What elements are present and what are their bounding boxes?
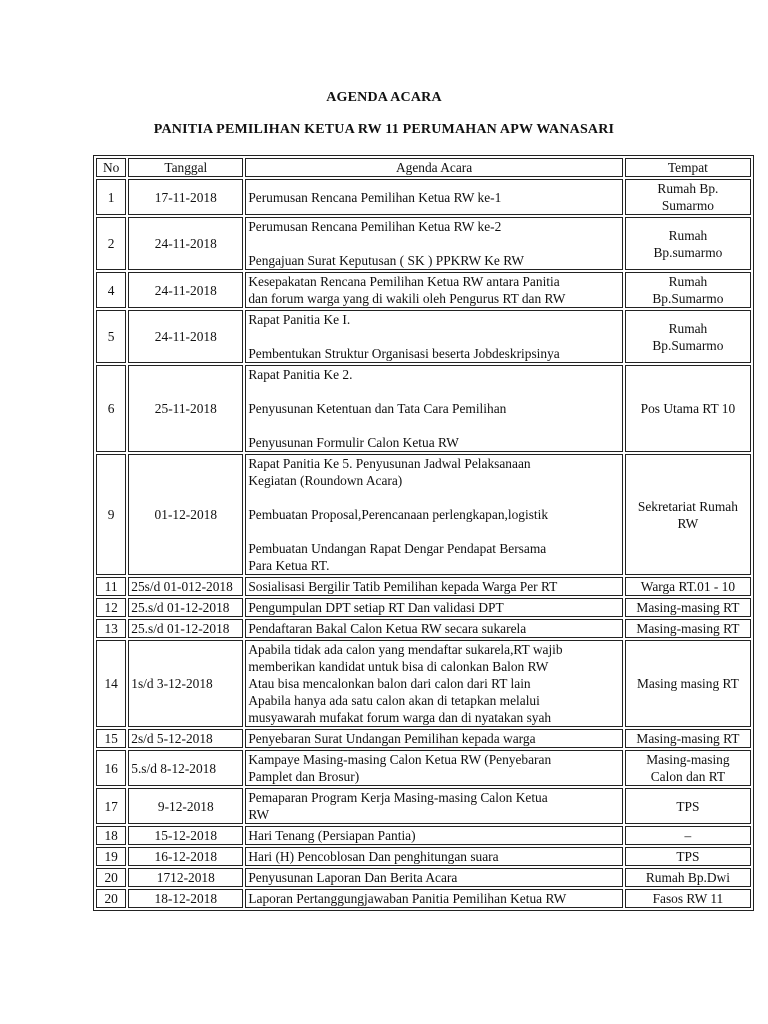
- header-no: No: [96, 158, 126, 177]
- row-place: [625, 272, 751, 308]
- table-row: [96, 365, 751, 452]
- row-agenda: [245, 889, 622, 908]
- table-row: [96, 179, 751, 215]
- table-header-row: [96, 158, 751, 177]
- row-place: [625, 729, 751, 748]
- row-place: [625, 310, 751, 363]
- row-date: 1s/d 3-12-2018: [128, 640, 243, 727]
- row-agenda: [245, 179, 622, 215]
- row-agenda: [245, 619, 622, 638]
- row-date: 15-12-2018: [128, 826, 243, 845]
- row-number: 1: [96, 179, 126, 215]
- table-row: [96, 454, 751, 575]
- row-date: 17-11-2018: [128, 179, 243, 215]
- row-place: [625, 217, 751, 270]
- row-place: [625, 889, 751, 908]
- agenda-line: RW: [248, 807, 270, 822]
- row-agenda: [245, 868, 622, 887]
- table-row: [96, 729, 751, 748]
- row-number: 6: [96, 365, 126, 452]
- agenda-line: Rapat Panitia Ke 5. Penyusunan Jadwal Pelaksanaan: [248, 456, 531, 471]
- row-agenda: [245, 640, 622, 727]
- row-number: 9: [96, 454, 126, 575]
- place-line: Warga RT.01 - 10: [640, 579, 736, 594]
- place-line: RW: [677, 515, 699, 531]
- agenda-line: Apabila hanya ada satu calon akan di tetapkan melalui: [248, 693, 540, 708]
- agenda-line: Kesepakatan Rencana Pemilihan Ketua RW antara Panitia: [248, 274, 560, 289]
- agenda-line: Apabila tidak ada calon yang mendaftar sukarela,RT wajib: [248, 642, 563, 657]
- agenda-line: Penyusunan Ketentuan dan Tata Cara Pemilihan: [248, 401, 507, 416]
- row-agenda: [245, 217, 622, 270]
- agenda-line: Pembuatan Proposal,Perencanaan perlengkapan,logistik: [248, 507, 549, 522]
- row-agenda: [245, 788, 622, 824]
- row-agenda: [245, 847, 622, 866]
- row-date: 24-11-2018: [128, 310, 243, 363]
- row-place: [625, 619, 751, 638]
- table-row: [96, 272, 751, 308]
- place-line: Rumah Bp.Dwi: [645, 870, 730, 885]
- row-place: [625, 365, 751, 452]
- row-agenda: [245, 598, 622, 617]
- agenda-table: [93, 155, 754, 911]
- row-number: 12: [96, 598, 126, 617]
- row-place: [625, 454, 751, 575]
- agenda-line: Para Ketua RT.: [248, 558, 330, 573]
- row-date: 25-11-2018: [128, 365, 243, 452]
- agenda-line: Pemaparan Program Kerja Masing-masing Calon Ketua: [248, 790, 548, 805]
- row-date: 9-12-2018: [128, 788, 243, 824]
- table-row: [96, 889, 751, 908]
- table-row: [96, 750, 751, 786]
- table-row: [96, 577, 751, 596]
- row-number: 18: [96, 826, 126, 845]
- agenda-line: dan forum warga yang di wakili oleh Pengurus RT dan RW: [248, 291, 566, 306]
- table-row: [96, 826, 751, 845]
- row-date: 24-11-2018: [128, 217, 243, 270]
- row-date: 1712-2018: [128, 868, 243, 887]
- row-date: 01-12-2018: [128, 454, 243, 575]
- row-place: [625, 577, 751, 596]
- table-row: [96, 310, 751, 363]
- place-line: Sekretariat Rumah: [637, 498, 738, 514]
- row-number: 20: [96, 889, 126, 908]
- row-number: 4: [96, 272, 126, 308]
- row-place: [625, 868, 751, 887]
- row-agenda: [245, 272, 622, 308]
- row-place: [625, 847, 751, 866]
- row-date: 25s/d 01-012-2018: [128, 577, 243, 596]
- row-agenda: [245, 577, 622, 596]
- table-row: [96, 217, 751, 270]
- row-agenda: [245, 750, 622, 786]
- agenda-line: Atau bisa mencalonkan balon dari calon dari RT lain: [248, 676, 531, 691]
- row-agenda: [245, 310, 622, 363]
- table-row: [96, 598, 751, 617]
- row-place: [625, 826, 751, 845]
- row-number: 5: [96, 310, 126, 363]
- table-row: [96, 788, 751, 824]
- agenda-line: Perumusan Rencana Pemilihan Ketua RW ke-2: [248, 219, 502, 234]
- row-date: 18-12-2018: [128, 889, 243, 908]
- row-number: 19: [96, 847, 126, 866]
- place-line: Bp.sumarmo: [653, 244, 723, 260]
- row-place: [625, 179, 751, 215]
- place-line: Masing masing RT: [636, 676, 739, 691]
- row-date: 16-12-2018: [128, 847, 243, 866]
- row-place: [625, 788, 751, 824]
- agenda-line: Pendaftaran Bakal Calon Ketua RW secara sukarela: [248, 621, 527, 636]
- table-row: [96, 847, 751, 866]
- agenda-line: memberikan kandidat untuk bisa di calonkan Balon RW: [248, 659, 549, 674]
- table-row: [96, 640, 751, 727]
- row-agenda: [245, 729, 622, 748]
- agenda-line: Pembentukan Struktur Organisasi beserta Jobdeskripsinya: [248, 346, 560, 361]
- row-number: 14: [96, 640, 126, 727]
- place-line: Fasos RW 11: [652, 891, 724, 906]
- header-agenda: Agenda Acara: [245, 158, 622, 177]
- table-row: [96, 868, 751, 887]
- header-place: Tempat: [625, 158, 751, 177]
- row-number: 13: [96, 619, 126, 638]
- place-line: Sumarmo: [661, 198, 714, 213]
- agenda-line: Rapat Panitia Ke I.: [248, 312, 351, 327]
- place-line: Bp.Sumarmo: [652, 337, 724, 353]
- header-date: Tanggal: [128, 158, 243, 177]
- agenda-line: Pengumpulan DPT setiap RT Dan validasi DPT: [248, 600, 504, 615]
- place-line: Rumah: [668, 320, 708, 336]
- place-line: Bp.Sumarmo: [652, 291, 724, 306]
- row-date: 5.s/d 8-12-2018: [128, 750, 243, 786]
- place-line: Rumah Bp.: [657, 181, 719, 196]
- agenda-line: Laporan Pertanggungjawaban Panitia Pemilihan Ketua RW: [248, 891, 567, 906]
- agenda-line: Kegiatan (Roundown Acara): [248, 473, 403, 488]
- agenda-line: Pembuatan Undangan Rapat Dengar Pendapat Bersama: [248, 541, 547, 556]
- place-line: –: [684, 828, 692, 843]
- page-subtitle: PANITIA PEMILIHAN KETUA RW 11 PERUMAHAN APW WANASARI: [153, 122, 615, 137]
- place-line: Rumah: [668, 227, 708, 243]
- agenda-line: musyawarah mufakat forum warga dan di nyatakan syah: [248, 710, 552, 725]
- agenda-line: Pengajuan Surat Keputusan ( SK ) PPKRW Ke RW: [248, 253, 525, 268]
- row-date: 2s/d 5-12-2018: [128, 729, 243, 748]
- row-place: [625, 598, 751, 617]
- place-line: TPS: [676, 849, 700, 864]
- row-date: 25.s/d 01-12-2018: [128, 598, 243, 617]
- row-place: [625, 750, 751, 786]
- agenda-line: Hari Tenang (Persiapan Pantia): [248, 828, 416, 843]
- agenda-line: Hari (H) Pencoblosan Dan penghitungan suara: [248, 849, 499, 864]
- row-number: 17: [96, 788, 126, 824]
- place-line: Pos Utama RT 10: [640, 401, 736, 416]
- place-line: Masing-masing RT: [636, 600, 740, 615]
- row-place: [625, 640, 751, 727]
- place-line: Masing-masing RT: [636, 731, 740, 746]
- row-number: 2: [96, 217, 126, 270]
- place-line: TPS: [676, 798, 700, 814]
- agenda-line: Penyusunan Laporan Dan Berita Acara: [248, 870, 458, 885]
- place-line: Calon dan RT: [650, 769, 726, 784]
- place-line: Masing-masing: [646, 752, 730, 767]
- agenda-line: Penyebaran Surat Undangan Pemilihan kepada warga: [248, 731, 536, 746]
- agenda-line: Kampaye Masing-masing Calon Ketua RW (Penyebaran: [248, 752, 552, 767]
- row-agenda: [245, 365, 622, 452]
- row-number: 11: [96, 577, 126, 596]
- agenda-line: Penyusunan Formulir Calon Ketua RW: [248, 435, 459, 450]
- place-line: Rumah: [668, 274, 708, 289]
- table-row: [96, 619, 751, 638]
- row-date: 24-11-2018: [128, 272, 243, 308]
- row-number: 20: [96, 868, 126, 887]
- agenda-line: Perumusan Rencana Pemilihan Ketua RW ke-1: [248, 189, 502, 205]
- page-title: AGENDA ACARA: [326, 90, 442, 105]
- agenda-line: Sosialisasi Bergilir Tatib Pemilihan kepada Warga Per RT: [248, 579, 558, 594]
- agenda-line: Rapat Panitia Ke 2.: [248, 367, 353, 382]
- row-agenda: [245, 826, 622, 845]
- row-number: 16: [96, 750, 126, 786]
- row-agenda: [245, 454, 622, 575]
- agenda-line: Pamplet dan Brosur): [248, 769, 360, 784]
- place-line: Masing-masing RT: [636, 621, 740, 636]
- row-date: 25.s/d 01-12-2018: [128, 619, 243, 638]
- row-number: 15: [96, 729, 126, 748]
